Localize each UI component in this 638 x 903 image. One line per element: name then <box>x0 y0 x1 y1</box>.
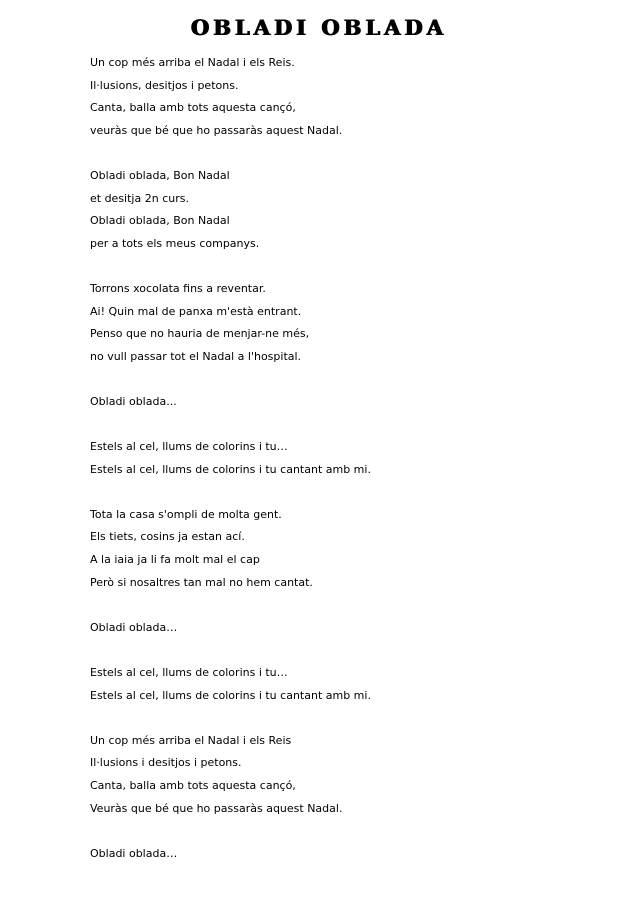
lyric-line: Un cop més arriba el Nadal i els Reis <box>90 733 292 747</box>
lyric-line: Veuràs que bé que ho passaràs aquest Nadal. <box>90 801 343 815</box>
song-title: OBLADI OBLADA <box>190 15 448 40</box>
stanza-gap <box>90 822 610 845</box>
stanza-gap <box>90 596 610 619</box>
stanza-8 <box>90 664 610 709</box>
lyric-line: Obladi oblada, Bon Nadal <box>90 214 230 228</box>
lyric-line: Obladi oblada, Bon Nadal <box>90 168 230 182</box>
lyric-line: Obladi oblada… <box>90 620 178 634</box>
lyric-line: Els tiets, cosins ja estan ací. <box>90 530 245 544</box>
stanza-2 <box>90 167 610 257</box>
lyric-line: Canta, balla amb tots aquesta cançó, <box>90 779 296 792</box>
lyric-line: Ai! Quin mal de panxa m'està entrant. <box>90 304 302 318</box>
lyric-line: Un cop més arriba el Nadal i els Reis. <box>90 56 295 69</box>
stanza-gap <box>90 257 610 280</box>
lyric-line: A la iaia ja li fa molt mal el cap <box>90 553 260 567</box>
stanza-4 <box>90 393 610 416</box>
stanza-10 <box>90 845 610 868</box>
lyrics <box>90 54 610 867</box>
lyric-line: veuràs que bé que ho passaràs aquest Nadal. <box>90 123 343 137</box>
stanza-gap <box>90 370 610 393</box>
lyric-line: Estels al cel, llums de colorins i tu cantant amb mi. <box>90 462 371 476</box>
lyric-line: Estels al cel, llums de colorins i tu… <box>90 666 288 680</box>
stanza-gap <box>90 641 610 664</box>
lyric-line: et desitja 2n curs. <box>90 191 189 205</box>
stanza-1 <box>90 54 610 144</box>
stanza-6 <box>90 506 610 596</box>
stanza-3 <box>90 280 610 370</box>
lyric-line: Penso que no hauria de menjar-ne més, <box>90 327 310 341</box>
lyric-line: Canta, balla amb tots aquesta cançó, <box>90 101 296 115</box>
stanza-gap <box>90 144 610 167</box>
stanza-9 <box>90 732 610 822</box>
lyric-line: per a tots els meus companys. <box>90 236 260 250</box>
lyric-line: Estels al cel, llums de colorins i tu cantant amb mi. <box>90 688 371 702</box>
stanza-gap <box>90 709 610 732</box>
stanza-5 <box>90 438 610 483</box>
lyric-line: Il·lusions i desitjos i petons. <box>90 756 242 770</box>
lyric-line: Obladi oblada... <box>90 394 177 408</box>
lyric-line: no vull passar tot el Nadal a l'hospital. <box>90 349 302 363</box>
lyric-line: Però si nosaltres tan mal no hem cantat. <box>90 575 313 589</box>
stanza-gap <box>90 416 610 439</box>
lyric-line: Estels al cel, llums de colorins i tu… <box>90 440 288 454</box>
stanza-7 <box>90 619 610 642</box>
lyric-line: Il·lusions, desitjos i petons. <box>90 78 239 92</box>
stanza-gap <box>90 483 610 506</box>
lyric-line: Torrons xocolata fins a reventar. <box>90 281 266 295</box>
lyric-line: Obladi oblada… <box>90 846 178 860</box>
lyric-line: Tota la casa s'ompli de molta gent. <box>90 507 282 521</box>
